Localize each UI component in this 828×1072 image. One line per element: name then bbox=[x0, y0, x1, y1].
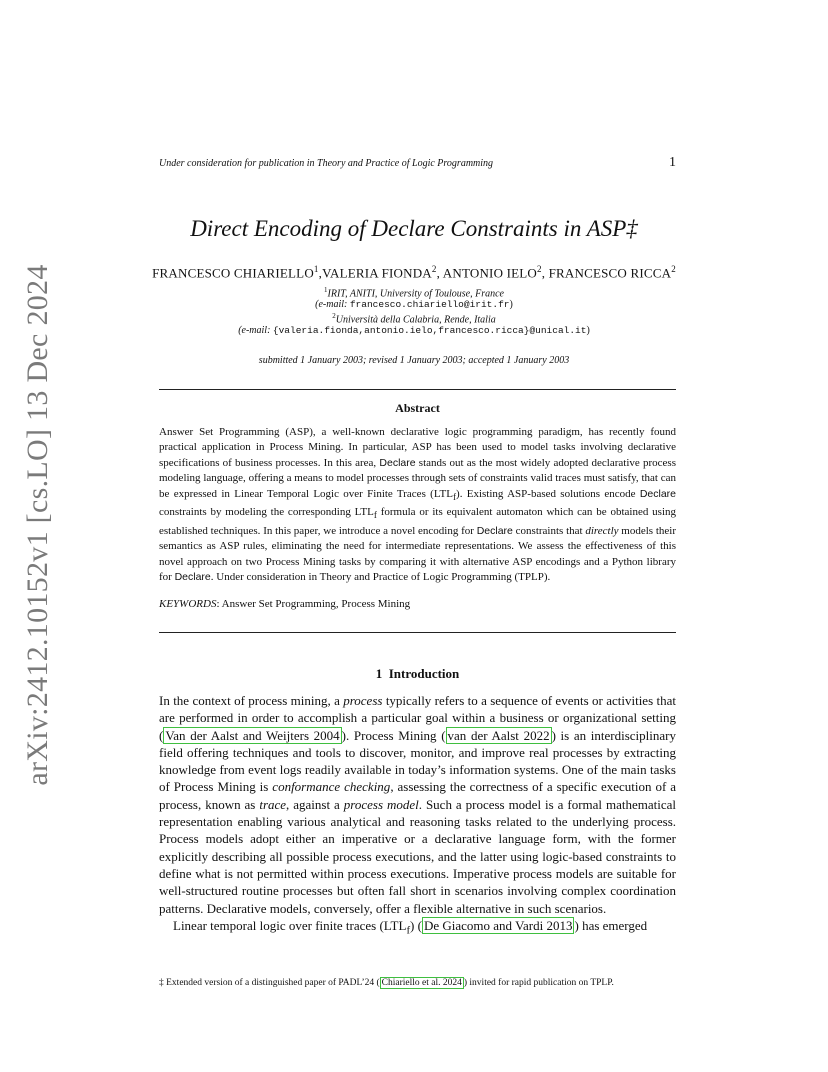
section-title: Introduction bbox=[388, 666, 460, 681]
footnote-text: ) invited for rapid publication on TPLP. bbox=[463, 978, 614, 988]
email-address: {valeria.fionda,antonio.ielo,francesco.ricca}@unical.it bbox=[272, 325, 587, 336]
abstract-segment: ). Existing ASP-based solutions encode bbox=[456, 487, 640, 500]
abstract-segment: stands out as the most widely adopted declarative process modeling language, offering a means to model processes through sets of constraints valid traces must satisfy, that can be expressed in Linear Temporal Logic over Finite Traces (LTL bbox=[159, 456, 676, 500]
email-address: francesco.chiariello@irit.fr bbox=[349, 299, 510, 310]
declare-term: Declare bbox=[639, 487, 676, 500]
author-list bbox=[120, 264, 708, 281]
text-segment: typically refers to a sequence of events or activities that are performed in order to accomplish a particular goal within a business or organizational setting ( bbox=[159, 693, 676, 743]
citation-link[interactable]: Van der Aalst and Weijters 2004 bbox=[165, 727, 340, 743]
arxiv-stamp bbox=[16, 264, 60, 786]
emphasis: process model bbox=[343, 796, 419, 812]
introduction-body bbox=[159, 692, 676, 940]
affiliation-text: Università della Calabria, Rende, Italia bbox=[335, 314, 496, 326]
text-segment: , assessing the correctness of a specific execution of a process, known as bbox=[159, 779, 676, 812]
text-segment: In the context of process mining, a bbox=[159, 693, 344, 708]
declare-term: Declare bbox=[476, 524, 513, 537]
keywords bbox=[159, 598, 676, 610]
section-heading bbox=[159, 666, 676, 682]
emphasis: trace bbox=[259, 796, 287, 812]
emphasis: process bbox=[343, 693, 383, 708]
paragraph bbox=[159, 917, 676, 940]
keywords-label: KEYWORDS bbox=[159, 598, 217, 610]
text-segment: Linear temporal logic over finite traces (LTL bbox=[173, 917, 407, 933]
affiliation-2 bbox=[120, 312, 708, 325]
affiliation-1 bbox=[120, 286, 708, 299]
text-segment: ) is an interdisciplinary field offering techniques and tools to discover, monitor, and improve real processes by extracting knowledge from event logs readily available in today’s information systems. One of the main tasks of Process Mining is bbox=[159, 727, 676, 795]
divider-bottom bbox=[159, 632, 676, 633]
affil-mark: 1 bbox=[324, 286, 328, 294]
email-prefix: (e-mail: bbox=[238, 325, 273, 336]
author-name: ,VALERIA FIONDA bbox=[318, 265, 432, 281]
ltl-subscript: f bbox=[406, 924, 411, 937]
paper-title: Direct Encoding of Declare Constraints in ASP‡ bbox=[190, 216, 638, 241]
text-segment: , against a bbox=[286, 796, 344, 812]
abstract-segment: models their semantics as ASP rules, eliminating the need for intermediate representations. We assess the effectiveness of this novel approach on two Process Mining tasks by comparing it with alternative ASP encodings and a Python library for bbox=[159, 524, 677, 584]
abstract-text bbox=[159, 425, 676, 585]
author-affil-mark: 2 bbox=[537, 264, 542, 274]
footnote-text: ‡ Extended version of a distinguished paper of PADL’24 ( bbox=[159, 978, 380, 988]
author-affil-mark: 1 bbox=[313, 264, 319, 274]
divider-top bbox=[159, 389, 676, 390]
author-name: , ANTONIO IELO bbox=[436, 265, 538, 281]
text-segment: ) ( bbox=[410, 917, 422, 933]
running-head bbox=[159, 158, 676, 169]
emphasis: directly bbox=[585, 524, 619, 537]
author-name: FRANCESCO CHIARIELLO bbox=[152, 265, 314, 281]
arxiv-id: arXiv:2412.10152v1 [cs.LO] 13 Dec 2024 bbox=[21, 264, 54, 786]
page-number: 1 bbox=[669, 155, 676, 170]
citation-link[interactable]: van der Aalst 2022 bbox=[447, 727, 550, 743]
email-suffix: ) bbox=[509, 299, 513, 310]
email-2 bbox=[120, 325, 708, 336]
abstract-segment: . Under consideration in Theory and Practice of Logic Programming (TPLP). bbox=[210, 571, 551, 584]
abstract-segment: formula or its equivalent automaton which can be obtained using established techniques. In this paper, we introduce a novel encoding for bbox=[159, 506, 676, 537]
declare-term: Declare bbox=[174, 571, 211, 584]
ltl-subscript: f bbox=[373, 510, 377, 521]
section-number: 1 bbox=[375, 666, 383, 681]
email-1 bbox=[120, 299, 708, 310]
text-segment: ) has emerged bbox=[574, 917, 648, 933]
abstract-segment: Answer Set Programming (ASP), a well-known declarative logic programming paradigm, has recently found practical application in Process Mining. In particular, ASP has been used to model tasks involving declarative specifications of business processes. In this area, bbox=[159, 426, 676, 469]
text-segment: ). Process Mining ( bbox=[341, 727, 446, 743]
declare-term: Declare bbox=[379, 456, 416, 469]
citation-link[interactable]: Chiariello et al. 2024 bbox=[381, 978, 462, 988]
ltl-subscript: f bbox=[452, 491, 457, 502]
email-prefix: (e-mail: bbox=[315, 299, 350, 310]
text-segment: . Such a process model is a formal mathematical representation enabling various analytical and reasoning tasks related to the underlying process. Process models adopt either an imperative or a declarative language form, with the former explicitly describing all possible process executions, and the latter using logic-based constraints to define what is not permitted within process executions. Imperative process models are suitable for well-structured routine processes but often fall short in scenarios involving complex coordination patterns. Declarative models, conversely, offer a flexible alternative in such scenarios. bbox=[159, 796, 676, 916]
author-name: , FRANCESCO RICCA bbox=[541, 265, 672, 281]
abstract-segment: constraints that bbox=[512, 524, 586, 537]
emphasis: conformance checking bbox=[272, 779, 391, 795]
abstract-heading: Abstract bbox=[395, 401, 440, 415]
author-affil-mark: 2 bbox=[671, 264, 676, 274]
affil-mark: 2 bbox=[332, 312, 336, 320]
email-suffix: ) bbox=[586, 325, 590, 336]
author-affil-mark: 2 bbox=[431, 264, 437, 274]
affiliation-text: IRIT, ANITI, University of Toulouse, France bbox=[327, 288, 504, 300]
keywords-text: : Answer Set Programming, Process Mining bbox=[216, 598, 411, 610]
footnote bbox=[159, 978, 676, 988]
citation-link[interactable]: De Giacomo and Vardi 2013 bbox=[423, 917, 573, 933]
abstract-segment: constraints by modeling the corresponding LTL bbox=[159, 506, 374, 519]
paragraph bbox=[159, 692, 676, 917]
running-head-text: Under consideration for publication in Theory and Practice of Logic Programming bbox=[159, 158, 494, 169]
submission-dates: submitted 1 January 2003; revised 1 January 2003; accepted 1 January 2003 bbox=[258, 355, 570, 366]
